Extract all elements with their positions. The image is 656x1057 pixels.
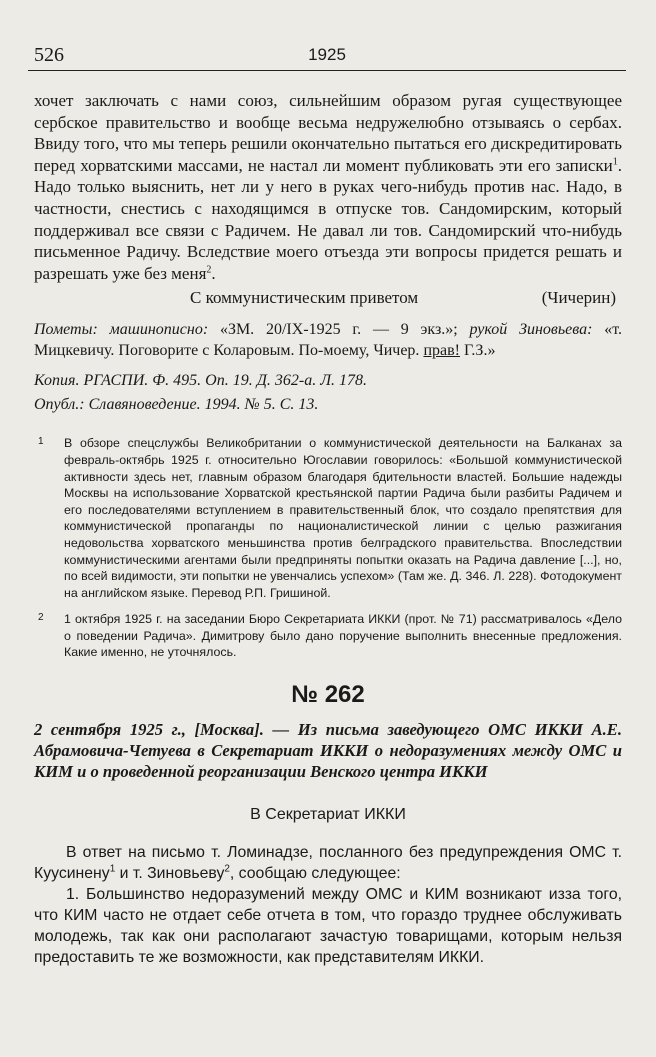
doc-footnote-ref-1: 1 — [109, 863, 116, 875]
closing-row — [34, 288, 622, 310]
signature: (Чичерин) — [541, 288, 616, 308]
footnote-mark: 2 — [38, 612, 44, 624]
running-year: 1925 — [308, 45, 346, 64]
letter-text-3: . — [211, 263, 216, 283]
footnote-ref-2: 2 — [206, 264, 212, 276]
footnote-mark: 1 — [38, 436, 44, 448]
letter-paragraph — [34, 90, 622, 284]
archive-info — [34, 369, 622, 417]
document-addressee: В Секретариат ИККИ — [250, 806, 406, 824]
document-caption: 2 сентября 1925 г., [Москва]. — Из письма заведующего ОМС ИККИ А.Е. Абрамовича-Четуева в Секретариат ИККИ о недоразумениях между ОМС и КИМ и о проведенной реорганизации Венского центра ИККИ — [34, 720, 622, 782]
document-paragraph: 1. Большинство недоразумений между ОМС и КИМ возникают изза того, что КИМ часто не отдает себе отчета в том, что гораздо труднее обслуживать молодежь, так как они располагают зачастую товарищами, которым нельзя предоставить те же возможности, как представителям ИККИ. — [34, 886, 622, 967]
page-content — [34, 90, 622, 968]
archive-published: Опубл.: Славяноведение. 1994. № 5. С. 13. — [34, 396, 319, 414]
footnote — [34, 611, 622, 661]
notes-hand-underlined: прав! — [423, 341, 460, 359]
footnote-ref-1: 1 — [612, 156, 618, 168]
notes-hand-label: рукой Зиновьева: — [469, 321, 593, 339]
doc-text-2: и т. Зиновьеву — [115, 865, 225, 883]
doc-footnote-ref-2: 2 — [224, 863, 230, 875]
document-number: № 262 — [291, 681, 365, 709]
letter-text-2: . Надо только выяснить, нет ли у него в руках чего-нибудь против нас. Надо, в частности, снестись с находящимся в отпуске тов. Сандомирским, который поддерживал все связи с Радичем. Не давал ли тов. Сандомирский что-нибудь письменное Радичу. Вследствие моего отъезда эти вопросы придется решать и разрешать уже без меня — [34, 155, 622, 283]
doc-text-3: , сообщаю следующее: — [229, 865, 401, 883]
marginal-notes — [34, 320, 622, 361]
archive-copy: Копия. РГАСПИ. Ф. 495. Оп. 19. Д. 362-а. Л. 178. — [34, 372, 368, 390]
doc-text-1: В ответ на письмо т. Ломинадзе, посланного без предупреждения ОМС т. Куусинену — [34, 844, 622, 883]
notes-typed-label: Пометы: машинописно: — [34, 321, 209, 339]
notes-typed-text: «ЗМ. 20/IX-1925 г. — 9 экз.»; — [208, 321, 470, 339]
footnote — [34, 435, 622, 601]
letter-text-1: хочет заключать с нами союз, сильнейшим образом ругая существующее сербское правительство и вообще весьма недружелюбно отзываясь о сербах. Ввиду того, что мы теперь решили окончательно пытаться его дискредитировать перед хорватскими массами, не настал ли момент публиковать эти его записки — [34, 91, 622, 175]
salutation: С коммунистическим приветом — [190, 288, 419, 308]
notes-hand-text: «т. Мицкевичу. Поговорите с Коларовым. По-моему, Чичер. — [34, 321, 622, 359]
document-paragraph — [34, 842, 622, 884]
notes-hand-end: Г.З.» — [459, 341, 496, 359]
running-header — [28, 42, 626, 71]
page-number: 526 — [34, 44, 64, 66]
footnote-text: В обзоре спецслужбы Великобритании о коммунистической деятельности на Балканах за февраль-октябрь 1925 г. относительно Югославии говорилось: «Большой коммунистической активности здесь нет, главным образом благодаря бдительности властей. Большие надежды Москвы на использование Хорватской крестьянской партии Радича были разбиты Радичем и его последователями вступлением в правительственный блок, что создало препятствия для коммунистической пропаганды по националистической линии с целью разжигания недовольства хорватского меньшинства против белградского правительства. Впоследствии коммунистическими агентами были предприняты попытки оказать на Радича давление [...], но, по всей видимости, эти попытки не увенчались успехом» (Там же. Д. 346. Л. 228). Фотодокумент на английском языке. Перевод Р.П. Гришиной. — [64, 436, 622, 600]
footnote-text: 1 октября 1925 г. на заседании Бюро Секретариата ИККИ (прот. № 71) рассматривалось «Дело о поведении Радича». Димитрову было дано поручение выполнить внесенные предложения. Какие именно, не уточнялось. — [64, 612, 622, 660]
footnotes — [34, 435, 622, 661]
